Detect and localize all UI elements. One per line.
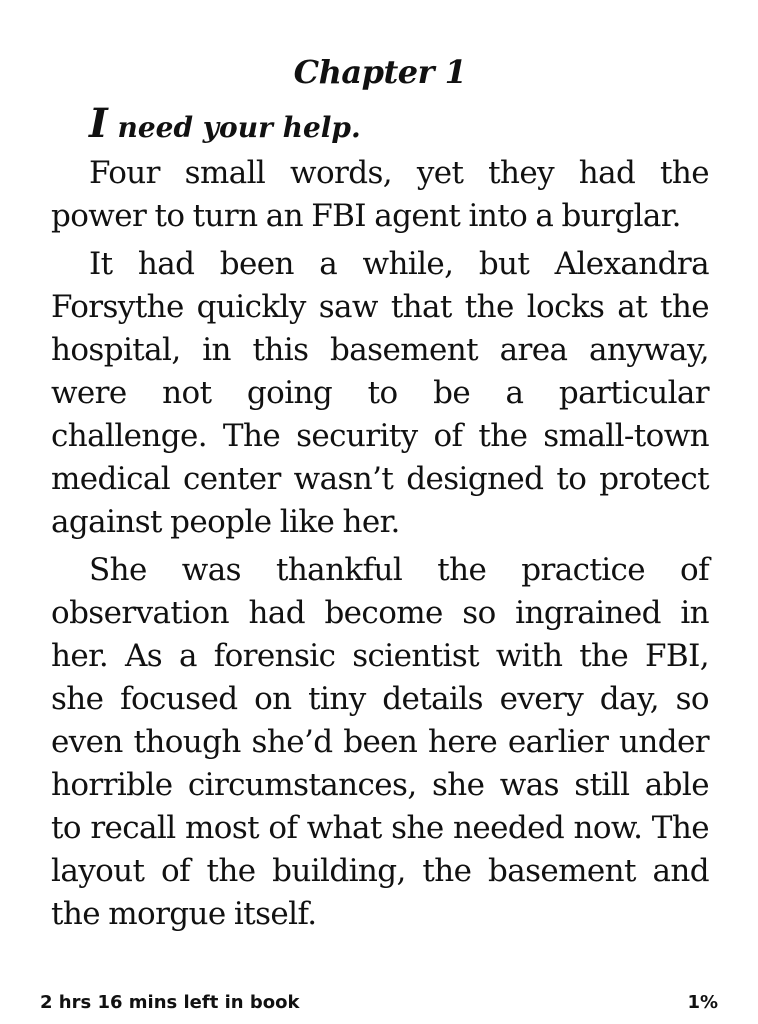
paragraph-3: She was thankful the practice of observation had become so ingrained in her. As a forensic scientist with the FBI, she focused on tiny details every day, so even though she’d been here earlier under horrible circumstances, she was still able to recall most of what she needed now. The layout of the building, the basement and the morgue itself.	[51, 552, 709, 932]
opening-line-text: need your help.	[107, 111, 361, 144]
chapter-title: Chapter 1	[293, 53, 467, 91]
reading-status-bar	[40, 990, 718, 1016]
book-text-area	[51, 48, 709, 941]
paragraph-2: It had been a while, but Alexandra Forsythe quickly saw that the locks at the hospital, in this basement area anyway, were not going to be a particular challenge. The security of the small-town medical center wasn’t designed to protect against people like her.	[51, 246, 709, 540]
opening-line	[51, 102, 709, 150]
drop-cap: I	[89, 100, 108, 147]
progress-percent: 1%	[687, 992, 718, 1013]
time-left-label[interactable]: 2 hrs 16 mins left in book	[40, 992, 300, 1013]
paragraph-1: Four small words, yet they had the power to turn an FBI agent into a burglar.	[51, 155, 709, 234]
